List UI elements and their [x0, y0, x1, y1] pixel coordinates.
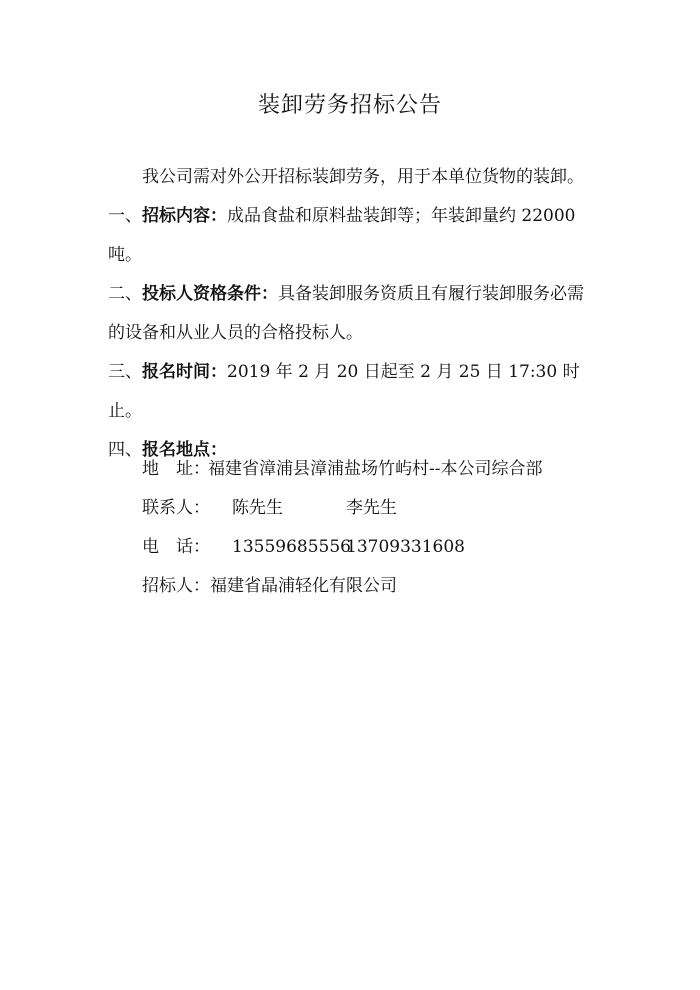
phone-row	[142, 528, 622, 567]
page-title: 装卸劳务招标公告	[257, 93, 442, 118]
phone-2: 13709331608	[346, 537, 465, 557]
address-value: 福建省漳浦县漳浦盐场竹屿村--本公司综合部	[208, 459, 543, 479]
address-row	[142, 450, 622, 489]
section-number: 一、	[108, 206, 142, 226]
tenderer-label: 招标人：	[142, 576, 210, 596]
section-text: 具备装卸服务资质且有履行装卸服务必需的设备和从业人员的合格投标人。	[108, 284, 584, 343]
section-number: 四、	[108, 440, 142, 460]
section-heading: 投标人资格条件：	[142, 284, 278, 304]
section-registration-time	[108, 353, 598, 431]
section-number: 二、	[108, 284, 142, 304]
contact-block	[142, 450, 622, 606]
section-heading: 报名地点：	[142, 440, 227, 460]
section-text: 2019 年 2 月 20 日起至 2 月 25 日 17:30 时止。	[108, 362, 580, 421]
phone-1: 13559685556	[232, 537, 351, 557]
contact-person-1: 陈先生	[232, 498, 283, 518]
section-heading: 招标内容：	[142, 206, 227, 226]
contact-person-2: 李先生	[346, 498, 397, 518]
contact-person-label: 联系人：	[142, 498, 210, 518]
phone-label: 电 话：	[142, 537, 210, 557]
section-number: 三、	[108, 362, 142, 382]
section-text: 成品食盐和原料盐装卸等；年装卸量约 22000 吨。	[108, 206, 576, 265]
intro-paragraph: 我公司需对外公开招标装卸劳务，用于本单位货物的装卸。	[142, 167, 584, 187]
document-body	[108, 158, 598, 470]
tenderer-row	[142, 567, 622, 606]
tenderer-value: 福建省晶浦轻化有限公司	[210, 576, 397, 596]
section-heading: 报名时间：	[142, 362, 227, 382]
contact-person-row	[142, 489, 622, 528]
section-qualification	[108, 275, 598, 353]
address-label: 地 址：	[142, 459, 210, 479]
section-content	[108, 197, 598, 275]
